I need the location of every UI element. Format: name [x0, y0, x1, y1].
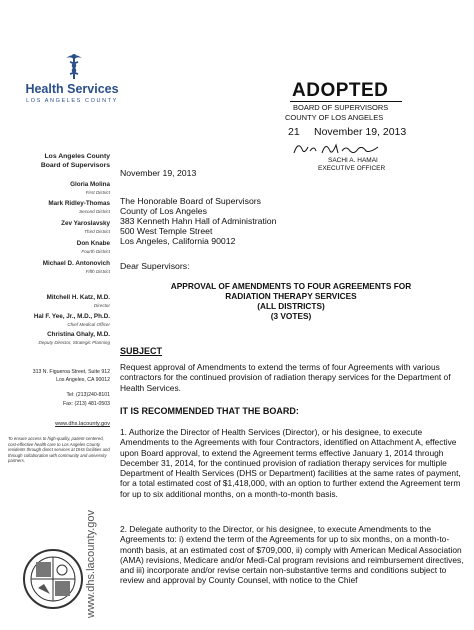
fax-number: Fax: (213) 481-0503	[62, 401, 110, 407]
stamp-item-number: 21	[288, 126, 300, 138]
mission-statement: To ensure access to high-quality, patient-centered, cost-effective health care to Los Angeles County residents through direct services at DHS facilities and through collaboration with community and university partners.	[8, 436, 110, 464]
stamp-signer-role: EXECUTIVE OFFICER	[318, 165, 386, 172]
address-line: The Honorable Board of Supervisors	[120, 196, 262, 206]
address-line: County of Los Angeles	[120, 206, 207, 216]
letter-title-line: (ALL DISTRICTS)	[257, 301, 325, 311]
supervisor-name: Gloria Molina	[70, 181, 110, 188]
letter-title-line: (3 VOTES)	[270, 311, 312, 321]
address-line: 500 West Temple Street	[120, 226, 213, 236]
vertical-url-text: www.dhs.lacounty.gov	[85, 509, 97, 618]
official-title: Director	[93, 303, 110, 308]
supervisor-name: Mark Ridley-Thomas	[48, 200, 110, 207]
address-line: Los Angeles, California 90012	[120, 236, 236, 246]
stamp-board-line: BOARD OF SUPERVISORS	[293, 103, 389, 112]
stamp-date: November 19, 2013	[314, 126, 407, 138]
official-name: Mitchell H. Katz, M.D.	[46, 294, 110, 301]
stamp-signer-name: SACHI A. HAMAI	[328, 157, 378, 164]
logo-subtitle: LOS ANGELES COUNTY	[26, 98, 118, 104]
recommendation-heading: IT IS RECOMMENDED THAT THE BOARD:	[120, 406, 299, 416]
logo-title: Health Services	[25, 82, 119, 96]
address-line: 383 Kenneth Hahn Hall of Administration	[120, 216, 277, 226]
supervisor-district: Second District	[79, 209, 110, 214]
caduceus-emblem-icon	[60, 52, 88, 82]
health-services-logo	[22, 52, 122, 112]
subject-paragraph: Request approval of Amendments to extend the terms of four Agreements with various contractors for the continued provision of radiation therapy services for the Department of Health Services.	[120, 362, 451, 393]
official-title: Deputy Director, Strategic Planning	[38, 340, 110, 345]
address-line-2: Los Angeles, CA 90012	[56, 377, 110, 383]
recommendation-1: 1. Authorize the Director of Health Services (Director), or his designee, to execute Amendments to the Agreements with four Contractors, identified on Attachment A, effective upon Board approval, to extend the Agreement terms effective January 1, 2014 through December 31, 2014, for the continued provision of radiation therapy services for multiple Department of Health Services (DHS or Department) facilities at the same rates of payment, for a total estimated cost of $1,418,000, with an option to further extend the Agreement term for up to six additional months, on a month-to-month basis.	[120, 427, 461, 499]
supervisor-district: First District	[85, 190, 110, 195]
website-link[interactable]: www.dhs.lacounty.gov	[55, 421, 110, 427]
supervisor-district: Fourth District	[81, 249, 110, 254]
county-seal-icon	[22, 548, 84, 610]
official-name: Christina Ghaly, M.D.	[47, 331, 110, 338]
handwritten-signature	[292, 139, 382, 159]
telephone-number: Tel: (213)240-8101	[66, 392, 110, 398]
supervisor-name: Don Knabe	[76, 240, 110, 247]
sidebar-heading-county: Los Angeles County	[44, 153, 110, 160]
adopted-stamp-title: ADOPTED	[292, 80, 389, 101]
address-line-1: 313 N. Figueroa Street, Suite 912	[32, 369, 110, 375]
letter-title-line: RADIATION THERAPY SERVICES	[225, 291, 357, 301]
stamp-divider	[290, 101, 402, 102]
stamp-county-line: COUNTY OF LOS ANGELES	[285, 113, 384, 122]
subject-heading: SUBJECT	[120, 346, 163, 356]
letter-title-line: APPROVAL OF AMENDMENTS TO FOUR AGREEMENTS FOR	[170, 281, 412, 291]
recommendation-2: 2. Delegate authority to the Director, or his designee, to execute Amendments to the Agreements to: i) extend the term of the Agreements for up to six months, on a month-to-month basis, at an estimated cost of $709,000, ii) comply with American Medical Association (AMA) revisions, Medicare and/or Medi-Cal program revisions and reimbursement directives, and iii) incorporate and/or revise certain non-substantive terms and conditions subject to review and approval by County Counsel, with notice to the Chief	[120, 524, 464, 586]
sidebar-heading-board: Board of Supervisors	[40, 162, 110, 169]
salutation: Dear Supervisors:	[120, 261, 190, 271]
official-name: Hal F. Yee, Jr., M.D., Ph.D.	[33, 313, 110, 320]
supervisor-name: Zev Yaroslavsky	[61, 220, 110, 227]
supervisor-name: Michael D. Antonovich	[42, 260, 110, 267]
supervisor-district: Fifth District	[85, 269, 110, 274]
official-title: Chief Medical Officer	[67, 322, 110, 327]
letter-date: November 19, 2013	[120, 168, 197, 178]
supervisor-district: Third District	[84, 229, 110, 234]
